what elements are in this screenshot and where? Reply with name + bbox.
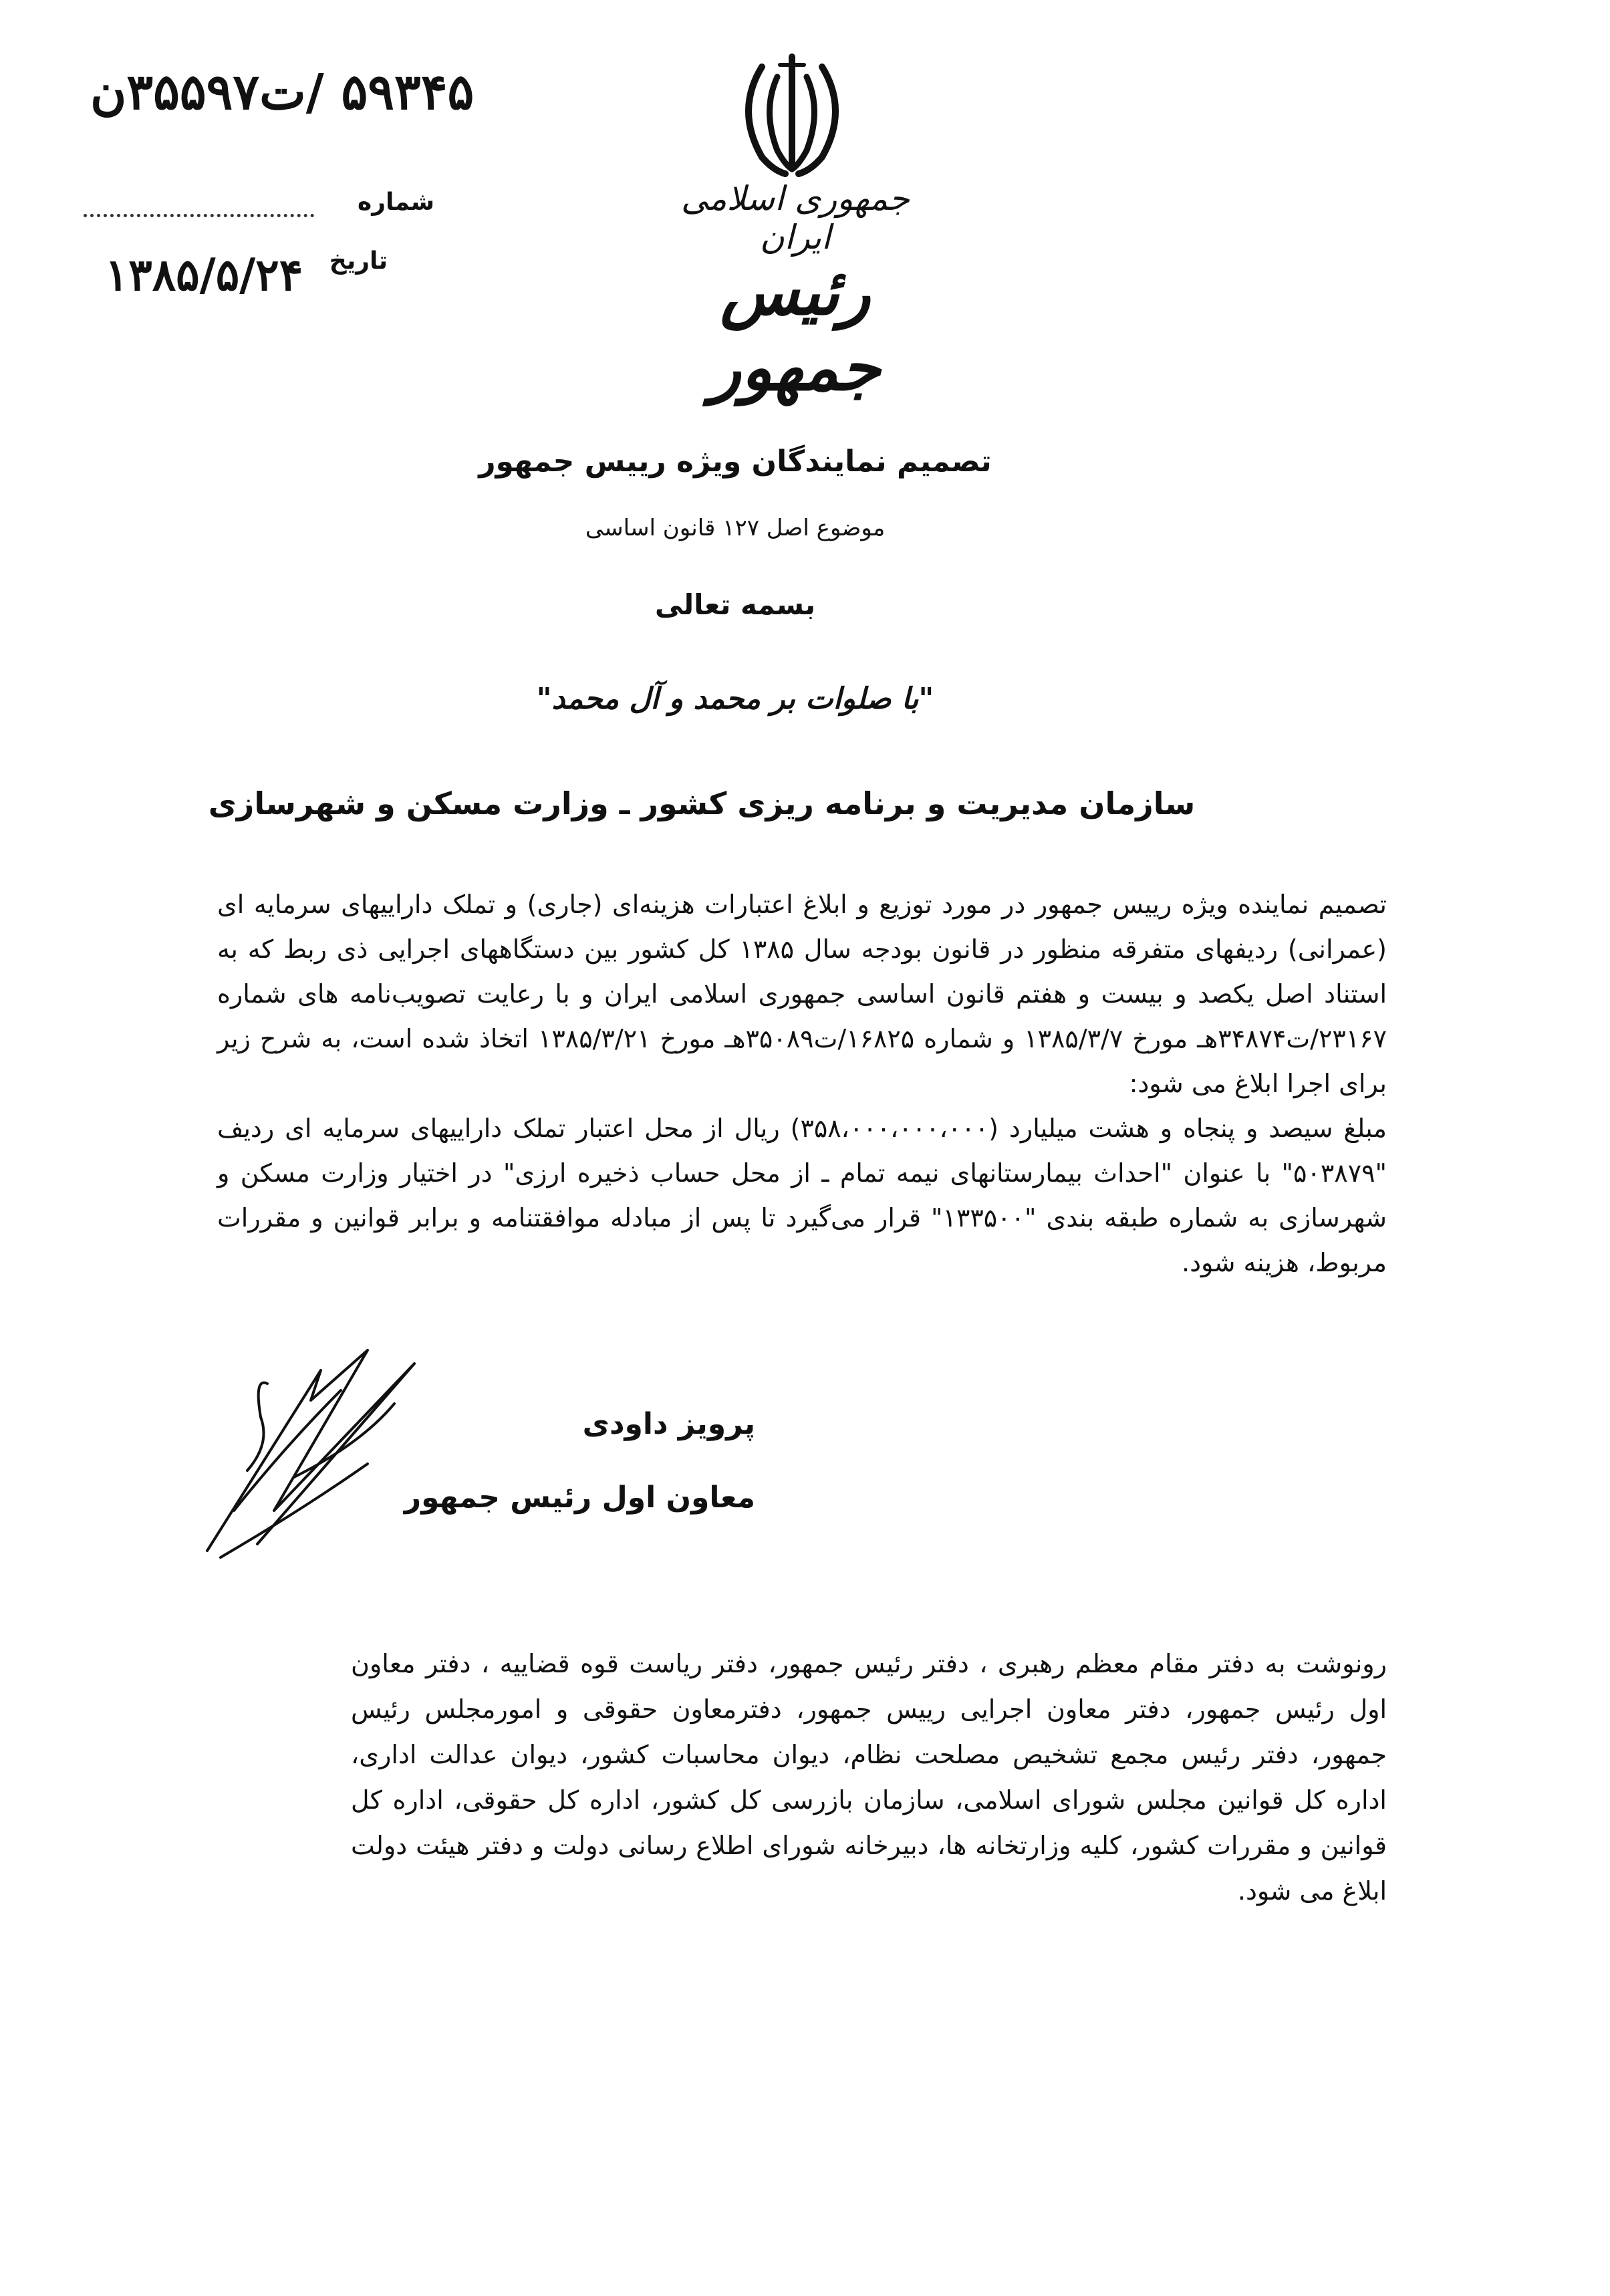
- body-paragraph-1: تصمیم نماینده ویژه رییس جمهور در مورد توزیع و ابلاغ اعتبارات هزینه‌ای (جاری) و تملک داراییهای سرمایه ای (عمرانی) ردیفهای متفرقه منظور در قانون بودجه سال ۱۳۸۵ کل کشور بین دستگاههای اجرایی ذی ربط که به استناد اصل یکصد و بیست و هفتم قانون اساسی جمهوری اسلامی ایران و با رعایت تصویب‌نامه های شماره ۲۳۱۶۷/ت۳۴۸۷۴هـ مورخ ۱۳۸۵/۳/۷ و شماره ۱۶۸۲۵/ت۳۵۰۸۹هـ مورخ ۱۳۸۵/۳/۲۱ اتخاذ شده است، به شرح زیر برای اجرا ابلاغ می شود:: [217, 890, 1387, 1098]
- signatory-title: معاون اول رئیس جمهور: [404, 1481, 755, 1515]
- iran-emblem-icon: [725, 50, 859, 177]
- date-value: ۱۳۸۵/۵/۲۴: [104, 249, 303, 301]
- body-paragraph-2: مبلغ سیصد و پنجاه و هشت میلیارد (۳۵۸،۰۰۰،۰۰۰،۰۰۰) ریال از محل اعتبار تملک داراییهای سرمایه ای ردیف "۵۰۳۸۷۹" با عنوان "احداث بیمارستانهای نیمه تمام ـ از محل حساب ذخیره ارزی" در اختیار وزارت مسکن و شهرسازی به شماره طبقه بندی "۱۳۳۵۰۰" قرار می‌گیرد تا پس از مبادله موافقتنامه و برابر قوانین و مقررات مربوط، هزینه شود.: [217, 1114, 1387, 1277]
- handwritten-signature: [194, 1344, 475, 1564]
- number-field-dotted-line: [84, 194, 314, 217]
- handwritten-reference: ۵۹۳۴۵ /ت۳۵۵۹۷ن: [90, 63, 475, 121]
- president-office-logo: رئیس جمهور: [710, 254, 881, 405]
- salawat-line: "با صلوات بر محمد و آل محمد": [536, 682, 934, 716]
- signatory-name: پرویز داودی: [582, 1407, 755, 1441]
- recipient: سازمان مدیریت و برنامه ریزی کشور ـ وزارت مسکن و شهرسازی: [208, 785, 1196, 821]
- decision-subject: موضوع اصل ۱۲۷ قانون اساسی: [585, 515, 886, 541]
- date-label: تاریخ: [329, 247, 388, 275]
- decision-title: تصمیم نمایندگان ویژه رییس جمهور: [479, 444, 992, 479]
- basmala: بسمه تعالی: [654, 588, 816, 621]
- cc-distribution-list: رونوشت به دفتر مقام معظم رهبری ، دفتر رئیس جمهور، دفتر ریاست قوه قضاییه ، دفتر معاون اول رئیس جمهور، دفتر معاون اجرایی رییس جمهور، دفترمعاون حقوقی و امورمجلس رئیس جمهور، دفتر رئیس مجمع تشخیص مصلحت نظام، دیوان محاسبات کشور، دیوان عدالت اداری، اداره کل قوانین مجلس شورای اسلامی، سازمان بازرسی کل کشور، اداره کل حقوقی، اداره کل قوانین و مقررات کشور، کلیه وزارتخانه ها، دبیرخانه شورای اطلاع رسانی دولت و دفتر هیئت دولت ابلاغ می شود.: [351, 1649, 1387, 1906]
- number-label: شماره: [357, 188, 434, 216]
- decision-body: [217, 882, 1387, 1285]
- emblem-caption: جمهوری اسلامی ایران: [681, 179, 910, 257]
